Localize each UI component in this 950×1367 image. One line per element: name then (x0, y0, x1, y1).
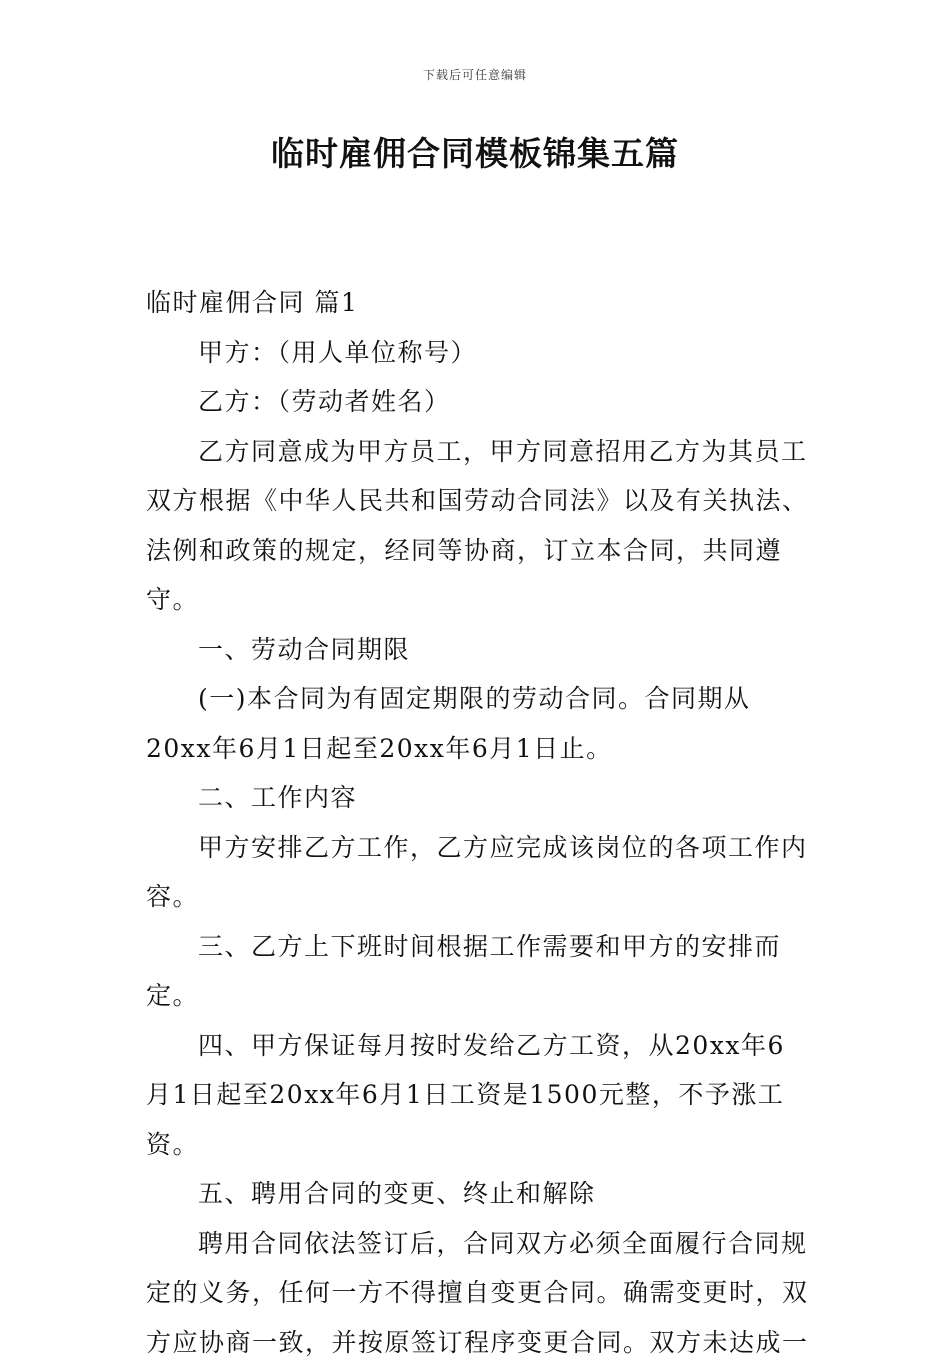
clause-heading-work: 二、工作内容 (146, 773, 810, 823)
section-heading: 临时雇佣合同 篇1 (146, 278, 810, 328)
clause-heading-change: 五、聘用合同的变更、终止和解除 (146, 1169, 810, 1219)
term-paragraph: (一)本合同为有固定期限的劳动合同。合同期从20xx年6月1日起至20xx年6月1日止。 (146, 674, 810, 773)
agreement-paragraph: 乙方同意成为甲方员工，甲方同意招用乙方为其员工双方根据《中华人民共和国劳动合同法》以及有关执法、法例和政策的规定，经同等协商，订立本合同，共同遵守。 (146, 427, 810, 625)
clause-heading-term: 一、劳动合同期限 (146, 625, 810, 675)
party-b-line: 乙方：（劳动者姓名） (146, 377, 810, 427)
document-title: 临时雇佣合同模板锦集五篇 (0, 128, 950, 175)
document-body (146, 278, 810, 1367)
header-note: 下载后可任意编辑 (0, 66, 950, 83)
hours-paragraph: 三、乙方上下班时间根据工作需要和甲方的安排而定。 (146, 922, 810, 1021)
party-a-line: 甲方：（用人单位称号） (146, 328, 810, 378)
change-paragraph: 聘用合同依法签订后，合同双方必须全面履行合同规定的义务，任何一方不得擅自变更合同。确需变更时，双方应协商一致，并按原签订程序变更合同。双方未达成一 (146, 1219, 810, 1367)
salary-paragraph: 四、甲方保证每月按时发给乙方工资，从20xx年6月1日起至20xx年6月1日工资是1500元整，不予涨工资。 (146, 1021, 810, 1170)
work-paragraph: 甲方安排乙方工作，乙方应完成该岗位的各项工作内容。 (146, 823, 810, 922)
